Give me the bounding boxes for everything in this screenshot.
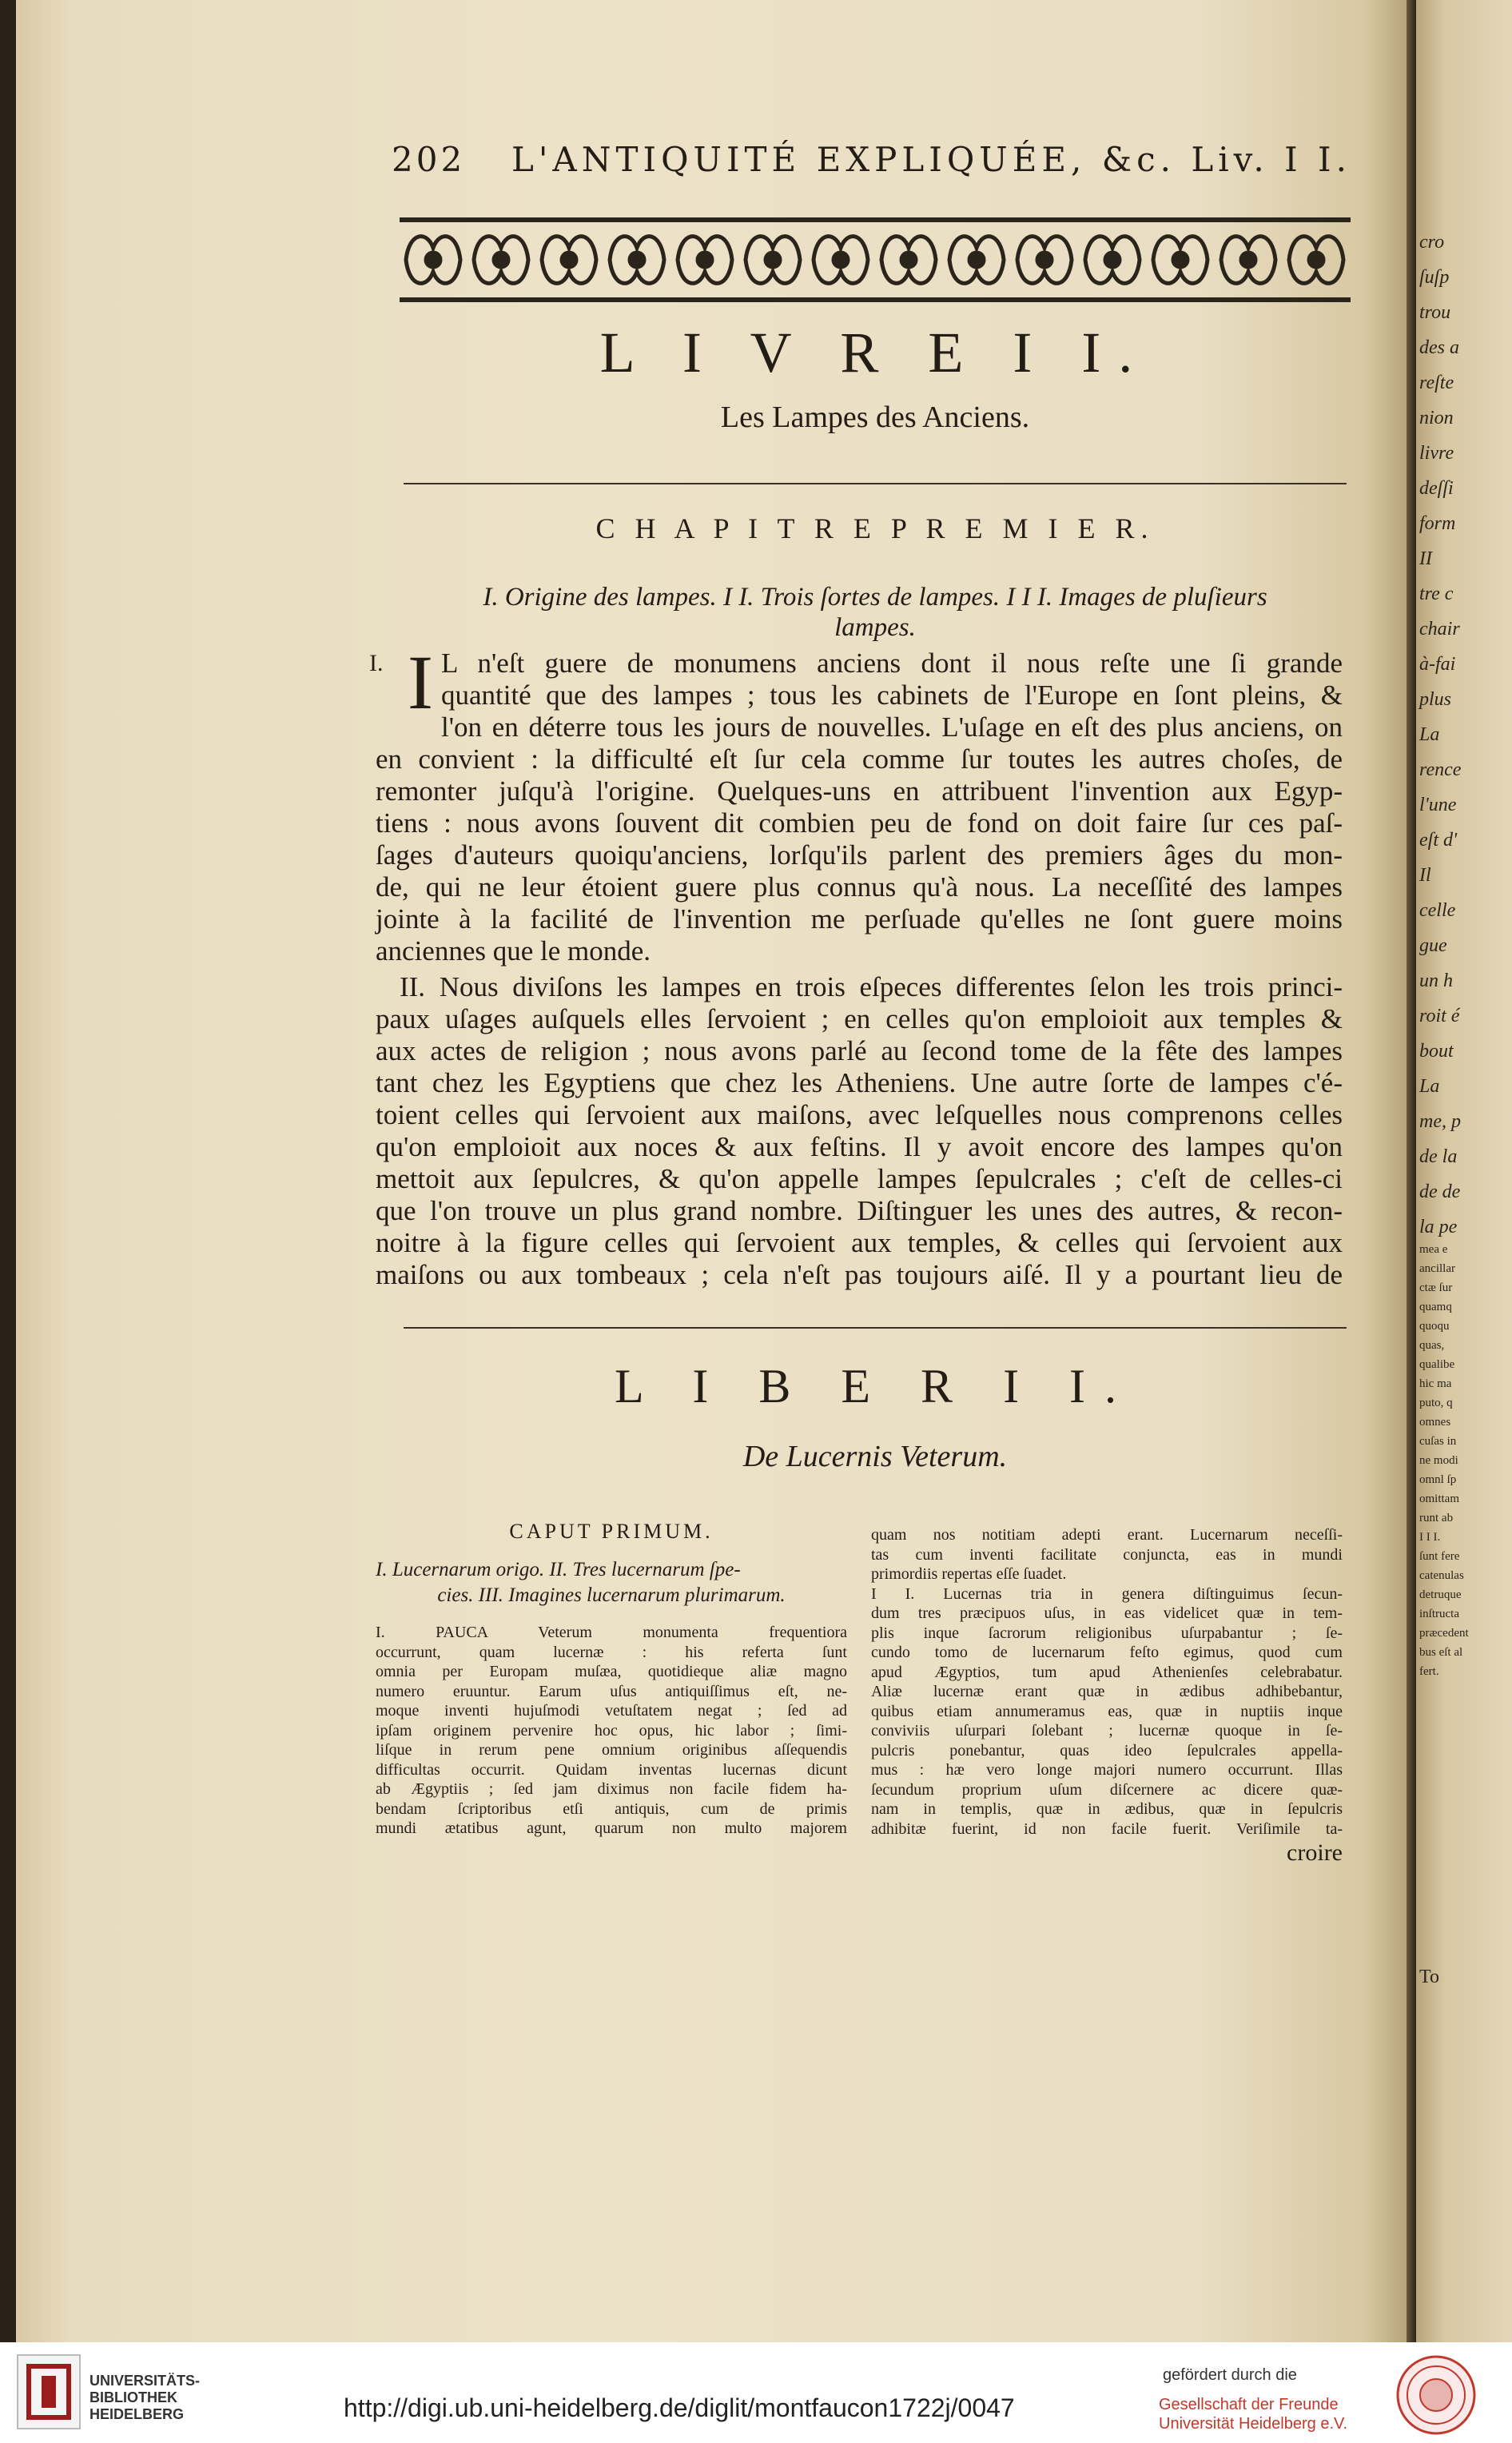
text-line: difficultas occurrit. Quidam inventas lucernas dicunt	[376, 1760, 847, 1779]
institution-line: BIBLIOTHEK	[90, 2389, 177, 2405]
text-line: bendam ſcriptoribus etſi antiquis, cum de primis	[376, 1799, 847, 1818]
text-line: remonter juſqu'à l'origine. Quelques-uns en attribuent l'invention aux Egyp-	[376, 775, 1343, 807]
text-line: jointe à la facilité de l'invention me perſuade qu'elles ne ſont guere moins	[376, 903, 1343, 935]
text-line: quam nos notitiam adepti erant. Lucernarum neceſſi-	[871, 1526, 1343, 1544]
next-page-fragment: I I I.	[1419, 1531, 1441, 1544]
paragraph-2	[376, 971, 1343, 1291]
next-page-fragment: tre c	[1419, 584, 1454, 604]
text-line: liſque in rerum pene omnium originibus aſſequendis	[376, 1741, 847, 1759]
next-page-fragment: omnl ſp	[1419, 1473, 1457, 1486]
paragraph-marker: I.	[369, 650, 384, 676]
text-line: qu'on emploioit aux noces & aux feſtins. Il y avoit encore des lampes qu'on	[376, 1131, 1343, 1162]
ornament-dot-icon	[766, 253, 780, 267]
institution-name	[90, 2373, 200, 2423]
book-spine	[1407, 0, 1416, 2342]
next-page-fragment: nion	[1419, 408, 1454, 428]
text-line: adhibitæ fuerint, id non facile fuerit. Veriſimile ta-	[871, 1819, 1343, 1838]
next-page-fragment: form	[1419, 513, 1456, 534]
next-page-fragment: omittam	[1419, 1493, 1459, 1505]
next-page-fragment: ſuſp	[1419, 267, 1450, 288]
text-line: mus : hæ vero longe majori numero occurrunt. Illas	[871, 1761, 1343, 1779]
funded-by-label: gefördert durch die	[1163, 2366, 1297, 2384]
text-line: omnia per Europam muſæa, quotidieque aliæ magno	[376, 1663, 847, 1680]
latin-book-subtitle: De Lucernis Veterum.	[742, 1440, 1008, 1473]
next-page-fragment: detruque	[1419, 1588, 1462, 1601]
ornament-band-icon	[400, 216, 1351, 304]
text-line: tas cum inventi facilitate conjuncta, eas in mundi	[871, 1545, 1343, 1564]
ornament-dot-icon	[698, 253, 712, 267]
text-line: tiens : nous avons ſouvent dit combien peu de fond on doit faire ſur ces paſ-	[376, 807, 1343, 839]
latin-summary	[376, 1557, 847, 1623]
next-page-fragment: omnes	[1419, 1416, 1451, 1429]
next-page-fragment: trou	[1419, 302, 1451, 323]
next-page-fragment: ctæ ſur	[1419, 1281, 1453, 1294]
page-number: 202	[392, 140, 466, 179]
text-line: moque inventi hujuſmodi vetuſtatem negat ; ſed ad	[376, 1702, 847, 1720]
next-page-edge	[1416, 0, 1512, 2342]
text-line: L n'eſt guere de monumens anciens dont il nous reſte une ſi grande	[440, 648, 1343, 679]
next-page-fragment: inſtructa	[1419, 1608, 1459, 1620]
next-page-fragment: Il	[1419, 865, 1431, 886]
latin-right-column	[871, 1525, 1343, 1867]
text-line: pulcris ponebantur, quas ideo ſepulcrales appella-	[871, 1741, 1343, 1760]
ornament-dot-icon	[562, 253, 576, 267]
next-page-fragment: quas,	[1419, 1339, 1445, 1352]
next-page-fragment: un h	[1419, 970, 1453, 991]
running-head-title: L'ANTIQUITÉ EXPLIQUÉE, &c. Liv. I I.	[511, 140, 1351, 179]
summary-line: lampes.	[834, 613, 916, 642]
text-line: ſages d'auteurs quoiqu'anciens, lorſqu'ils parlent des premiers âges du mon-	[376, 839, 1343, 871]
text-line: Aliæ lucernæ erant quæ in ædibus adhibebantur,	[871, 1683, 1343, 1700]
institution-line: UNIVERSITÄTS-	[90, 2373, 201, 2389]
next-page-fragment: des a	[1419, 337, 1459, 358]
text-line: II. Nous diviſons les lampes en trois eſpeces differentes ſelon les trois princi-	[400, 971, 1343, 1002]
chapter-title: C H A P I T R E P R E M I E R.	[595, 512, 1155, 544]
text-line: l'on en déterre tous les jours de nouvelles. L'uſage en eſt des plus anciens, on	[440, 711, 1343, 743]
ornament-dot-icon	[1173, 253, 1188, 267]
next-page-fragment: à-fai	[1419, 654, 1456, 675]
ornament-dot-icon	[1309, 253, 1323, 267]
text-line: primordiis repertas eſſe ſuadet.	[871, 1565, 1067, 1583]
ornament-dot-icon	[426, 253, 440, 267]
next-page-fragment: puto, q	[1419, 1397, 1453, 1409]
next-page-fragment: To	[1419, 1967, 1439, 1987]
ornament-dot-icon	[1037, 253, 1052, 267]
next-page-fragment: rence	[1419, 759, 1462, 780]
society-name	[1159, 2395, 1347, 2433]
text-line: noitre à la figure celles qui ſervoient aux temples, & celles qui ſervoient aux	[376, 1227, 1343, 1258]
text-line: numero eruuntur. Earum uſus antiquiſſimus eſt, ne-	[376, 1682, 847, 1700]
text-line: I I. Lucernas tria in genera diſtinguimus ſecun-	[871, 1584, 1343, 1603]
text-line: mundi ætatibus agunt, quarum non multo majorem	[376, 1819, 847, 1837]
next-page-fragment: præcedent	[1419, 1627, 1469, 1640]
latin-book-title: L I B E R I I.	[614, 1360, 1136, 1413]
text-line: occurrunt, quam lucernæ : his referta ſunt	[376, 1643, 847, 1661]
text-line: conviviis uſurpari ſolebant ; lucernæ quoque in ſe-	[871, 1722, 1343, 1740]
book-page	[16, 0, 1407, 2342]
next-page-fragment: mea e	[1419, 1243, 1448, 1256]
text-line: toient celles qui ſervoient aux maiſons, avec leſquelles nous comprenons celles	[376, 1099, 1343, 1130]
next-page-fragment: ancillar	[1419, 1262, 1455, 1275]
text-line: maiſons ou aux tombeaux ; cela n'eſt pas toujours aiſé. Il y a pourtant lieu de	[376, 1259, 1343, 1290]
ornament-dot-icon	[630, 253, 644, 267]
book-title: L I V R E I I.	[599, 321, 1151, 385]
next-page-fragment: celle	[1419, 900, 1456, 921]
summary-line: cies. III. Imagines lucernarum plurimarum.	[437, 1584, 786, 1606]
text-line: apud Ægyptios, tum apud Athenienſes celebrabatur.	[871, 1663, 1343, 1681]
next-page-fragment: de la	[1419, 1146, 1458, 1167]
next-page-fragment: quamq	[1419, 1301, 1452, 1313]
next-page-fragment: ne modi	[1419, 1454, 1458, 1467]
next-page-fragment: roit é	[1419, 1006, 1460, 1026]
text-line: ab Ægyptiis ; ſed jam diximus non facile fidem ha-	[376, 1780, 847, 1798]
next-page-fragment: La	[1419, 1076, 1440, 1097]
university-seal-icon	[1395, 2353, 1478, 2437]
ornament-dot-icon	[1105, 253, 1120, 267]
next-page-fragment: fert.	[1419, 1665, 1439, 1678]
text-line: I. PAUCA Veterum monumenta frequentiora	[376, 1624, 847, 1641]
next-page-fragment: bout	[1419, 1041, 1454, 1062]
divider	[404, 1327, 1347, 1329]
text-line: paux uſages auſquels elles ſervoient ; en celles qu'on emploioit aux temples &	[376, 1003, 1343, 1034]
text-line: cundo tomo de lucernarum feſto egimus, quod cum	[871, 1644, 1343, 1661]
text-line: quibus etiam annumeramus eas, quæ in nuptiis inque	[871, 1702, 1343, 1720]
next-page-fragment: deſſi	[1419, 478, 1454, 499]
chapter-summary	[400, 582, 1351, 643]
university-library-logo-icon	[14, 2352, 83, 2432]
book-subtitle: Les Lampes des Anciens.	[720, 401, 1030, 434]
text-line: en convient : la difficulté eſt ſur cela comme ſur toutes les autres choſes, de	[376, 743, 1343, 775]
next-page-fragment: l'une	[1419, 795, 1457, 815]
text-line: que l'on trouve un plus grand nombre. Diſtinguer les unes des autres, & recon-	[376, 1195, 1343, 1226]
next-page-fragment: cro	[1419, 232, 1445, 253]
society-line: Universität Heidelberg e.V.	[1159, 2415, 1348, 2433]
drop-capital: I	[408, 640, 433, 725]
text-line: aux actes de religion ; nous avons parlé au ſecond tome de la fête des lampes	[376, 1035, 1343, 1066]
text-line: tant chez les Egyptiens que chez les Atheniens. Une autre ſorte de lampes c'é-	[376, 1067, 1343, 1098]
next-page-fragment: hic ma	[1419, 1377, 1452, 1390]
summary-line: I. Origine des lampes. I I. Trois ſortes de lampes. I I I. Images de pluſieurs	[483, 583, 1267, 612]
paragraph-1	[369, 640, 1343, 967]
society-line: Gesellschaft der Freunde	[1159, 2396, 1339, 2413]
next-page-fragment: la pe	[1419, 1217, 1458, 1237]
next-page-fragment: runt ab	[1419, 1512, 1454, 1524]
catchword: croire	[1287, 1839, 1343, 1866]
latin-left-column	[376, 1522, 847, 1839]
next-page-fragment: ſunt fere	[1419, 1550, 1460, 1563]
text-line: anciennes que le monde.	[376, 935, 651, 966]
next-page-fragment: livre	[1419, 443, 1454, 464]
next-page-fragment: II	[1419, 548, 1432, 569]
text-line: de, qui ne leur étoient guere plus connus qu'à nous. La neceſſité des lampes	[376, 871, 1343, 903]
latin-chapter-title: CAPUT PRIMUM.	[509, 1520, 714, 1543]
next-page-fragment: me, p	[1419, 1111, 1461, 1132]
next-page-fragment: gue	[1419, 935, 1447, 956]
ornament-dot-icon	[969, 253, 984, 267]
text-line: dum tres præcipuos uſus, in eas videlicet quæ in tem-	[871, 1604, 1343, 1622]
footer-bar	[0, 2342, 1512, 2443]
ornament-dot-icon	[901, 253, 916, 267]
text-line: ipſam originem pervenire hoc opus, hic labor ; ſimi-	[376, 1721, 847, 1740]
next-page-fragment: plus	[1419, 689, 1452, 710]
summary-line: I. Lucernarum origo. II. Tres lucernarum ſpe-	[376, 1559, 741, 1580]
source-url-link[interactable]: http://digi.ub.uni-heidelberg.de/diglit/montfaucon1722j/0047	[344, 2393, 1015, 2422]
next-page-fragment: catenulas	[1419, 1569, 1464, 1582]
next-page-fragment: quoqu	[1419, 1320, 1450, 1333]
text-line: nam in templis, quæ in ædibus, quæ in ſepulcris	[871, 1800, 1343, 1818]
next-page-fragment: eſt d'	[1419, 830, 1458, 851]
next-page-fragment: bus eſt al	[1419, 1646, 1463, 1659]
ornament-dot-icon	[1241, 253, 1255, 267]
next-page-fragment: chair	[1419, 619, 1460, 640]
text-line: quantité que des lampes ; tous les cabinets de l'Europe en ſont pleins, &	[440, 679, 1343, 711]
ornament-dot-icon	[494, 253, 508, 267]
ornament-dot-icon	[834, 253, 848, 267]
divider	[404, 483, 1347, 484]
text-line: ſecundum proprium uſum diſcernere ac dicere quæ-	[871, 1780, 1343, 1799]
next-page-fragment: de de	[1419, 1182, 1461, 1202]
text-line: mettoit aux ſepulcres, & qu'on appelle lampes ſepulcrales ; c'eſt de celles-ci	[376, 1163, 1343, 1194]
next-page-fragment: La	[1419, 724, 1440, 745]
next-page-fragment: reſte	[1419, 373, 1454, 393]
text-line: plis inque ſacrorum religionibus uſurpabantur ; ſe-	[871, 1624, 1343, 1642]
institution-line: HEIDELBERG	[90, 2406, 185, 2422]
next-page-fragment: cuſas in	[1419, 1435, 1457, 1448]
next-page-fragment: qualibe	[1419, 1358, 1455, 1371]
